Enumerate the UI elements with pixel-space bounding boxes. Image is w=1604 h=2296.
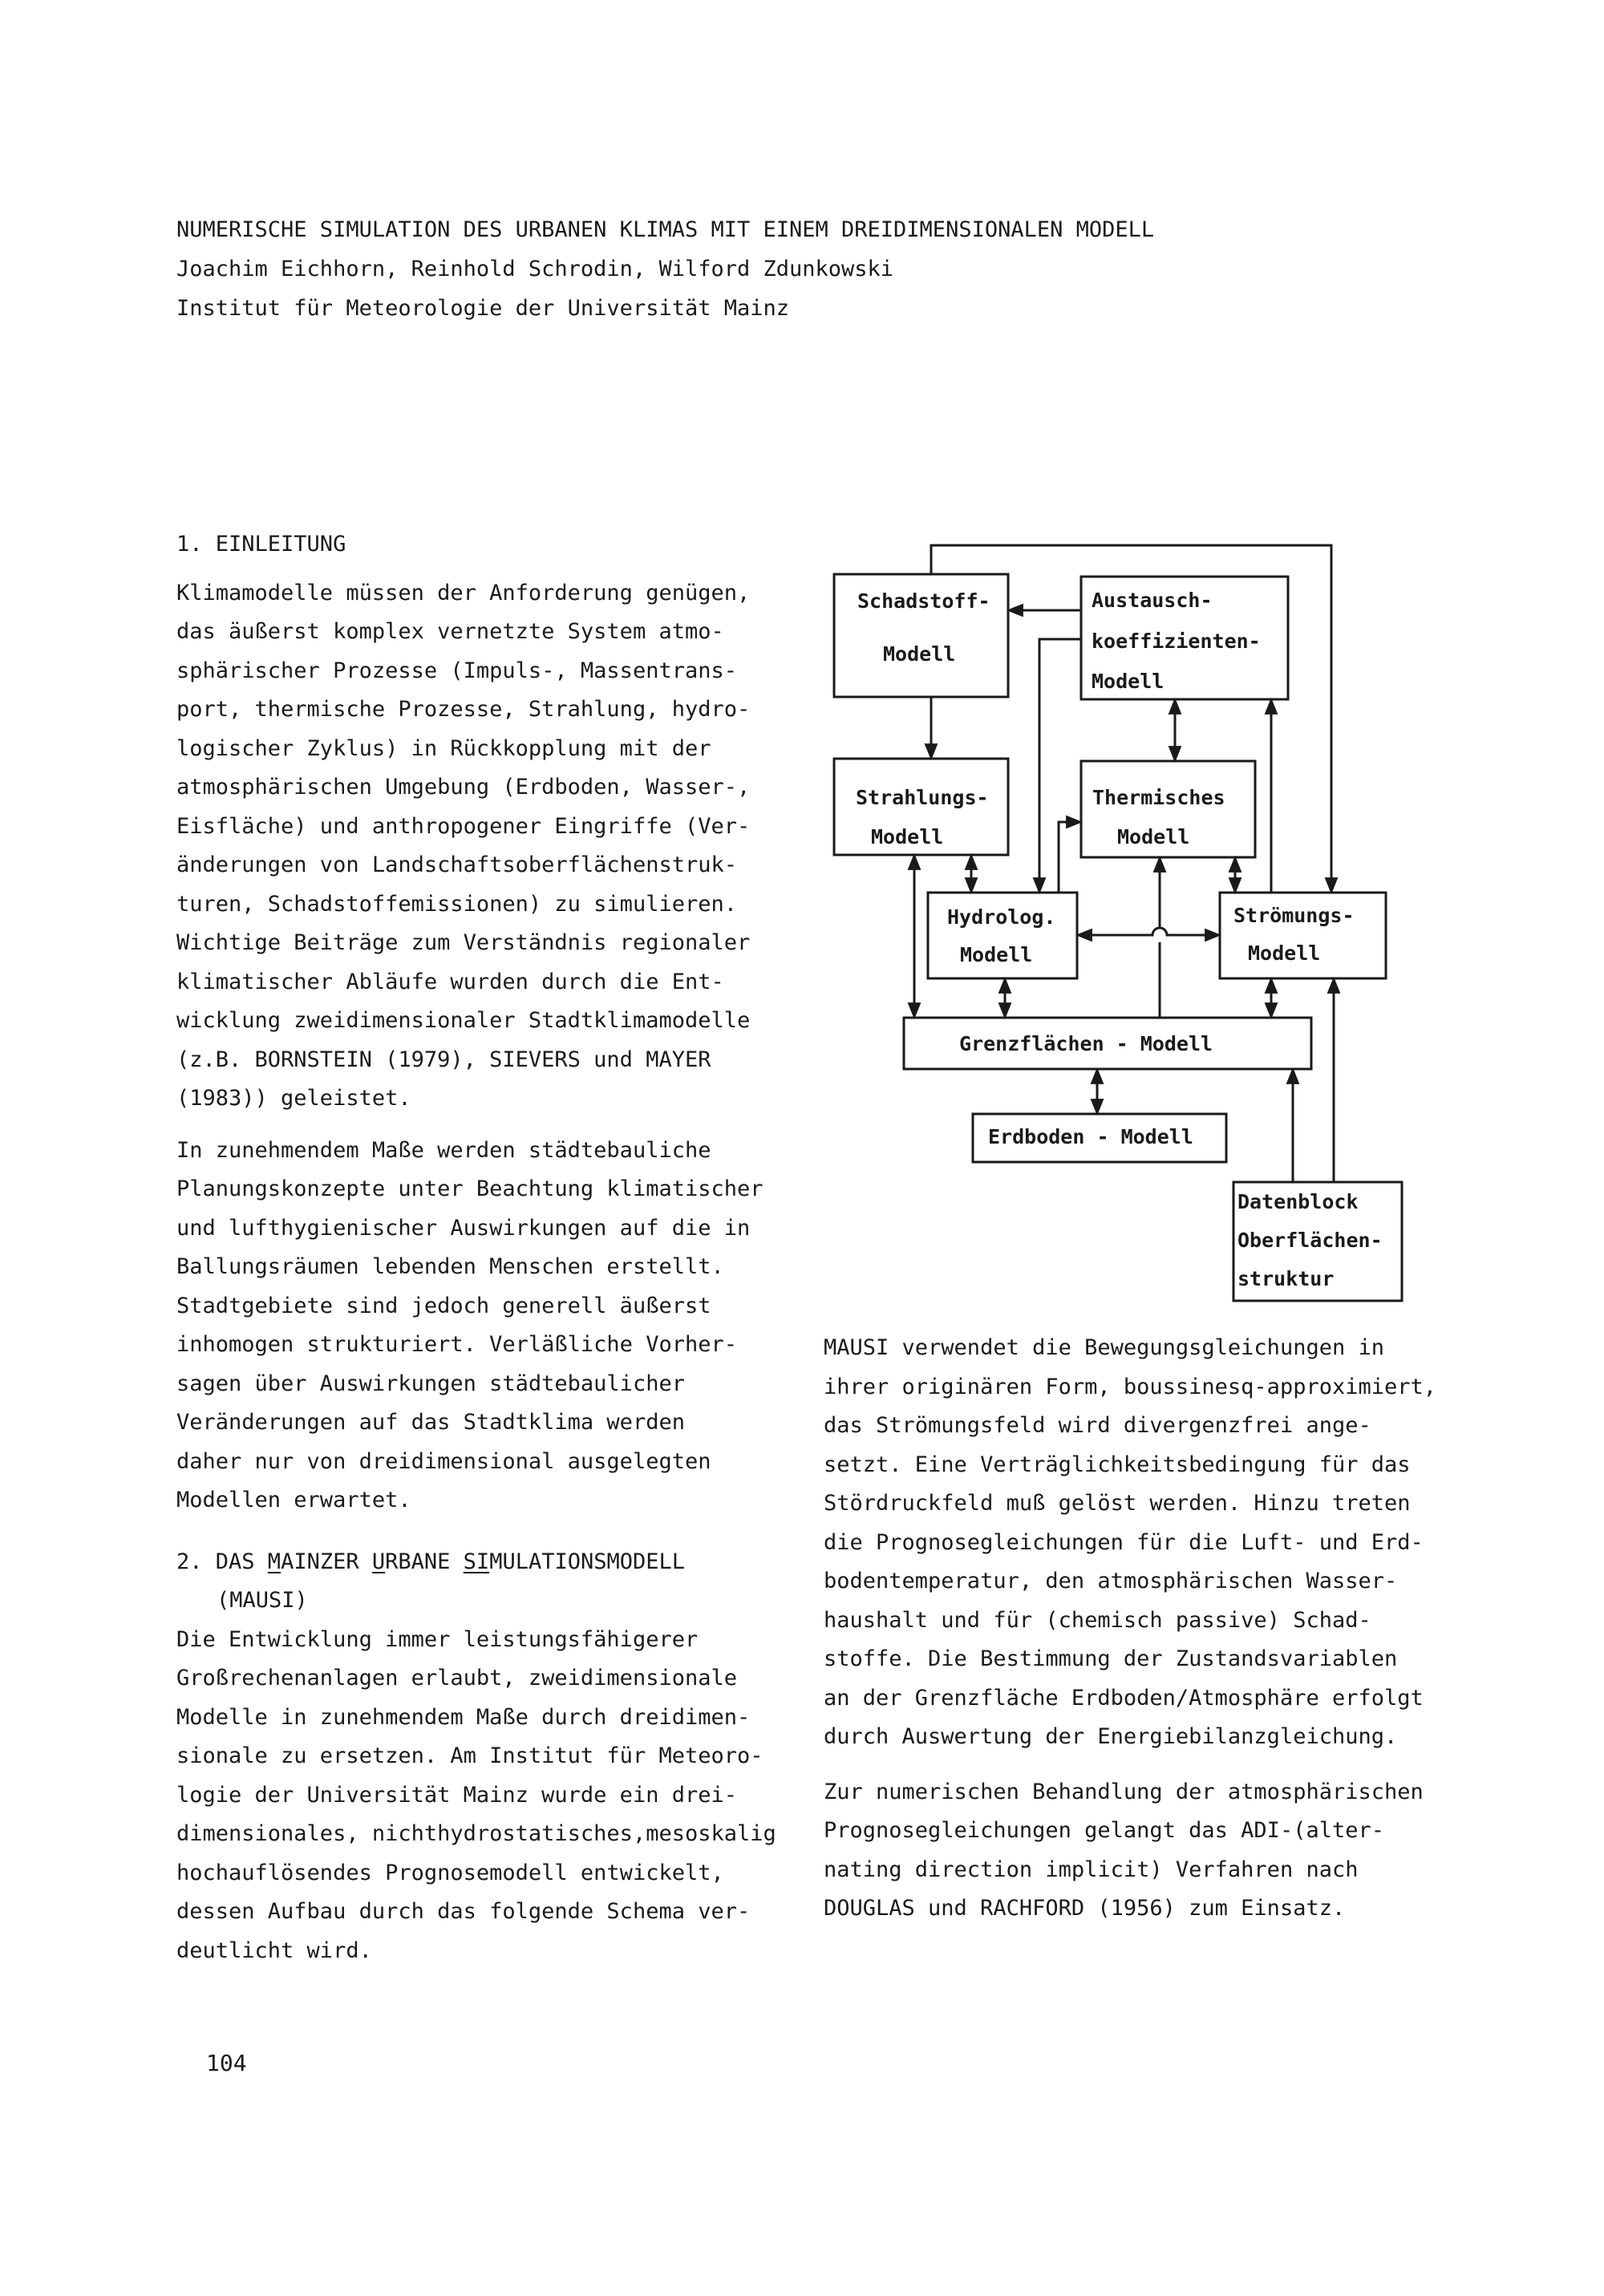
datenblock-label-1: Datenblock [1237, 1190, 1359, 1213]
section-1-heading: 1. EINLEITUNG [176, 532, 346, 557]
austausch-label-2: koeffizienten- [1092, 630, 1261, 653]
thermisch-label-1: Thermisches [1092, 786, 1225, 809]
text-line: turen, Schadstoffemissionen) zu simulieren. [176, 891, 737, 917]
text-line: Ballungsräumen lebenden Menschen erstellt. [176, 1254, 724, 1279]
connector-hydrolog-stroemung [1077, 928, 1220, 935]
text-line: (1983)) geleistet. [176, 1086, 411, 1111]
text-line: wicklung zweidimensionaler Stadtklimamodelle [176, 1008, 751, 1033]
text-line: setzt. Eine Verträglichkeitsbedingung für das [824, 1452, 1411, 1477]
paper-institute: Institut für Meteorologie der Universität Mainz [176, 296, 790, 321]
schadstoff-label-1: Schadstoff- [857, 589, 990, 613]
thermisch-label-2: Modell [1117, 825, 1190, 848]
text-line: die Prognosegleichungen für die Luft- und Erd- [824, 1529, 1424, 1555]
text-line: haushalt und für (chemisch passive) Schad- [824, 1607, 1371, 1633]
text-line: das Strömungsfeld wird divergenzfrei ange- [824, 1413, 1371, 1438]
austausch-label-3: Modell [1092, 670, 1165, 693]
text-line: Eisfläche) und anthropogener Eingriffe (Ver- [176, 813, 751, 839]
text-line: sagen über Auswirkungen städtebaulicher [176, 1371, 685, 1396]
text-line: Großrechenanlagen erlaubt, zweidimensionale [176, 1666, 737, 1691]
section-2-heading-line-2: (MAUSI) [217, 1588, 308, 1613]
text-line: Wichtige Beiträge zum Verständnis regionaler [176, 930, 751, 955]
text-line: an der Grenzfläche Erdboden/Atmosphäre erfolgt [824, 1685, 1424, 1711]
text-line: Zur numerischen Behandlung der atmosphärischen [824, 1779, 1424, 1804]
text-line: änderungen von Landschaftsoberflächenstruk- [176, 852, 737, 877]
text-line: logie der Universität Mainz wurde ein drei- [176, 1782, 737, 1808]
text-line: nating direction implicit) Verfahren nach [824, 1857, 1359, 1882]
datenblock-label-3: struktur [1237, 1267, 1335, 1290]
text-line: und lufthygienischer Auswirkungen auf die in [176, 1215, 751, 1241]
paper-authors: Joachim Eichhorn, Reinhold Schrodin, Wilford Zdunkowski [176, 257, 894, 281]
grenzflaechen-label: Grenzflächen - Modell [959, 1032, 1213, 1055]
text-line: daher nur von dreidimensional ausgelegten [176, 1448, 711, 1474]
text-line: dimensionales, nichthydrostatisches,mesoskalig [176, 1821, 776, 1846]
text-line: hochauflösendes Prognosemodell entwickelt, [176, 1860, 724, 1885]
stroemung-label-1: Strömungs- [1233, 904, 1355, 927]
text-line: klimatischer Abläufe wurden durch die Ent- [176, 969, 724, 994]
text-line: durch Auswertung der Energiebilanzgleichung. [824, 1724, 1398, 1749]
text-line: Modelle in zunehmendem Maße durch dreidimen- [176, 1704, 751, 1730]
strahlung-label-1: Strahlungs- [856, 786, 989, 809]
datenblock-label-2: Oberflächen- [1237, 1229, 1383, 1252]
text-line: atmosphärischen Umgebung (Erdboden, Wasser-, [176, 775, 751, 800]
erdboden-label: Erdboden - Modell [988, 1125, 1193, 1148]
text-line: Stadtgebiete sind jedoch generell äußerst [176, 1293, 711, 1318]
text-line: sphärischer Prozesse (Impuls-, Massentrans- [176, 658, 737, 683]
text-line: Veränderungen auf das Stadtklima werden [176, 1410, 685, 1435]
text-line: port, thermische Prozesse, Strahlung, hydro- [176, 697, 751, 722]
text-line: MAUSI verwendet die Bewegungsgleichungen in [824, 1335, 1384, 1360]
page-number: 104 [206, 2050, 247, 2076]
text-line: Prognosegleichungen gelangt das ADI-(alter- [824, 1818, 1384, 1843]
text-line: DOUGLAS und RACHFORD (1956) zum Einsatz. [824, 1896, 1346, 1921]
text-line: logischer Zyklus) in Rückkopplung mit der [176, 735, 711, 761]
text-line: bodentemperatur, den atmosphärischen Wasser- [824, 1569, 1398, 1593]
connector-hydrolog-thermisch [1059, 822, 1081, 893]
text-line: Die Entwicklung immer leistungsfähigerer [176, 1626, 699, 1652]
schadstoff-label-2: Modell [883, 642, 956, 666]
paper-title: NUMERISCHE SIMULATION DES URBANEN KLIMAS MIT EINEM DREIDIMENSIONALEN MODELL [176, 217, 1155, 242]
connector-austausch-hydrolog [1039, 639, 1081, 893]
hydrolog-label-1: Hydrolog. [947, 905, 1056, 929]
text-line: ihrer originären Form, boussinesq-approximiert, [824, 1374, 1437, 1399]
strahlung-label-2: Modell [871, 825, 944, 848]
text-line: dessen Aufbau durch das folgende Schema ver- [176, 1899, 751, 1924]
austausch-label-1: Austausch- [1092, 589, 1213, 612]
text-line: deutlicht wird. [176, 1938, 372, 1963]
hydrolog-label-2: Modell [960, 943, 1033, 966]
text-line: sionale zu ersetzen. Am Institut für Meteoro- [176, 1743, 764, 1768]
text-line: das äußerst komplex vernetzte System atmo- [176, 619, 724, 644]
text-line: Klimamodelle müssen der Anforderung genügen, [176, 580, 751, 605]
text-line: Modellen erwartet. [176, 1488, 411, 1512]
text-line: Stördruckfeld muß gelöst werden. Hinzu treten [824, 1491, 1411, 1516]
text-line: In zunehmendem Maße werden städtebauliche [176, 1137, 711, 1163]
stroemung-label-2: Modell [1248, 941, 1321, 965]
text-line: inhomogen strukturiert. Verläßliche Vorher- [176, 1332, 737, 1357]
text-line: Planungskonzepte unter Beachtung klimatischer [176, 1176, 764, 1201]
text-line: stoffe. Die Bestimmung der Zustandsvariablen [824, 1646, 1398, 1671]
section-2-heading: 2. DAS MAINZER URBANE SIMULATIONSMODELL [176, 1549, 686, 1574]
text-line: (z.B. BORNSTEIN (1979), SIEVERS und MAYER [176, 1047, 711, 1072]
